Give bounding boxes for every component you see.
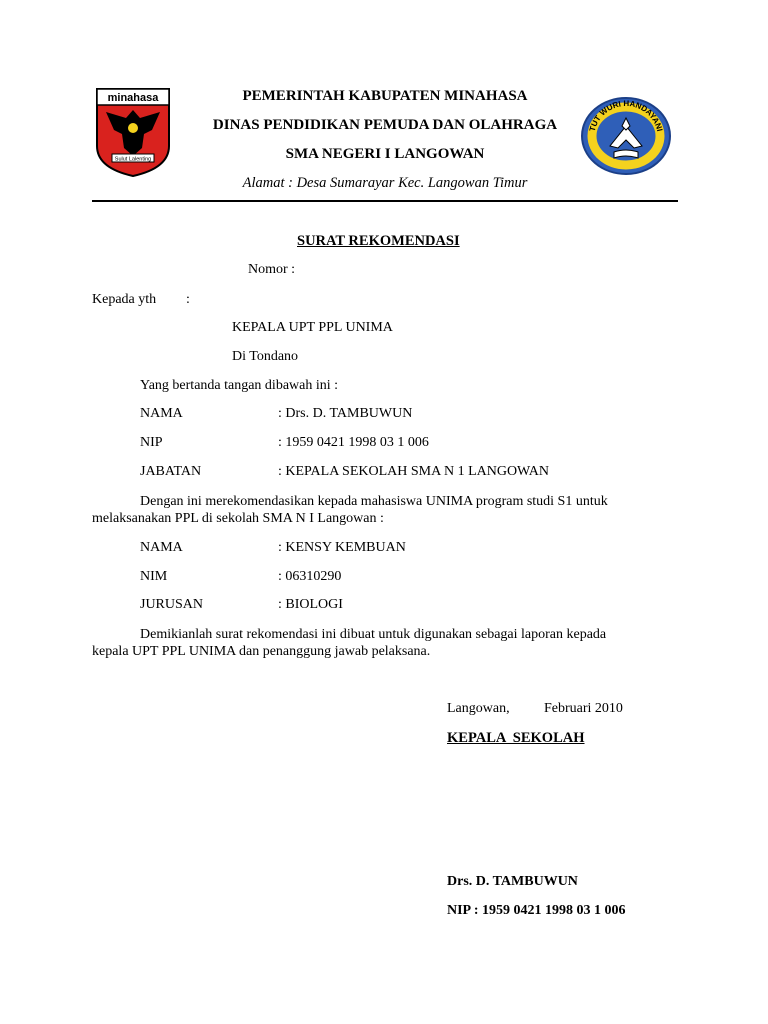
header-department: DINAS PENDIDIKAN PEMUDA DAN OLAHRAGA	[212, 117, 558, 133]
recipient-label: Kepada yth	[92, 292, 157, 307]
signer-nip-label: NIP	[140, 435, 163, 450]
closing-paragraph-line1: Demikianlah surat rekomendasi ini dibuat untuk digunakan sebagai laporan kepada	[140, 627, 607, 642]
closing-paragraph-line2: kepala UPT PPL UNIMA dan penanggung jawab pelaksana.	[92, 644, 431, 659]
recipient-name: KEPALA UPT PPL UNIMA	[232, 320, 393, 335]
signature-date: Februari 2010	[544, 701, 623, 716]
signer-name-label: NAMA	[140, 406, 183, 421]
student-nim-label: NIM	[140, 569, 168, 584]
signer-name-value: : Drs. D. TAMBUWUN	[278, 406, 413, 421]
signer-position-value: : KEPALA SEKOLAH SMA N 1 LANGOWAN	[278, 464, 549, 479]
signature-nip: NIP : 1959 0421 1998 03 1 006	[447, 903, 626, 918]
intro-text: Yang bertanda tangan dibawah ini :	[140, 378, 339, 393]
body-paragraph-line1: Dengan ini merekomendasikan kepada mahasiswa UNIMA program studi S1 untuk	[140, 494, 608, 509]
letter-number: Nomor :	[248, 262, 296, 277]
header-address: Alamat : Desa Sumarayar Kec. Langowan Timur	[242, 175, 528, 191]
recipient-place: Di Tondano	[232, 349, 299, 364]
recipient-colon: :	[186, 292, 190, 307]
minahasa-logo	[94, 86, 172, 178]
signature-name: Drs. D. TAMBUWUN	[447, 874, 578, 889]
student-name-value: : KENSY KEMBUAN	[278, 540, 406, 555]
signature-city: Langowan,	[447, 701, 510, 716]
student-nim-value: : 06310290	[278, 569, 342, 584]
body-paragraph-line2: melaksanakan PPL di sekolah SMA N I Langowan :	[92, 511, 384, 526]
student-major-value: : BIOLOGI	[278, 597, 343, 612]
signer-position-label: JABATAN	[140, 464, 202, 479]
tut-wuri-handayani-logo	[580, 96, 672, 176]
student-name-label: NAMA	[140, 540, 183, 555]
minahasa-logo-text: minahasa	[107, 92, 159, 104]
tut-wuri-motto-text: TUT WURI HANDAYANI	[587, 98, 665, 133]
signer-nip-value: : 1959 0421 1998 03 1 006	[278, 435, 429, 450]
signature-position: KEPALA SEKOLAH	[447, 730, 585, 746]
student-major-label: JURUSAN	[140, 597, 204, 612]
minahasa-motto-text: Sulut Lalenting	[114, 156, 152, 163]
header-school: SMA NEGERI I LANGOWAN	[285, 146, 485, 162]
header-divider	[92, 200, 678, 202]
letter-title: SURAT REKOMENDASI	[297, 233, 460, 249]
header-government: PEMERINTAH KABUPATEN MINAHASA	[242, 88, 528, 104]
